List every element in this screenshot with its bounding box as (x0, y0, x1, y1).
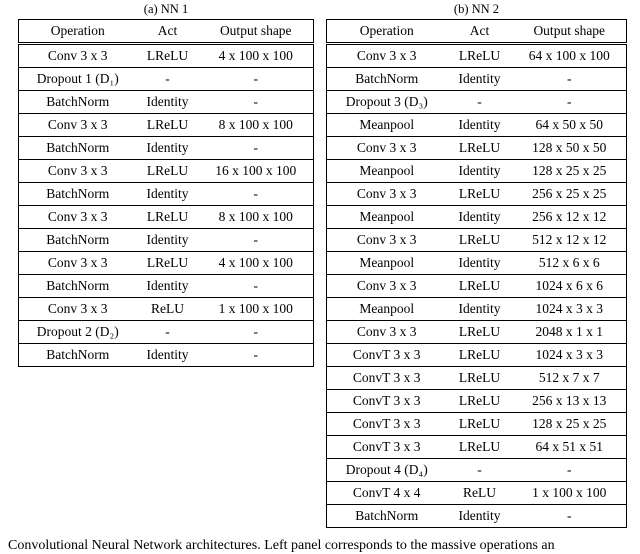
table-row (19, 137, 314, 160)
table-cell: 8 x 100 x 100 (218, 117, 293, 132)
table-cell: Dropout 3 (D₃) (345, 94, 428, 109)
table-cell: 256 x 13 x 13 (532, 393, 607, 408)
nn1-table-body (19, 44, 314, 367)
panel-nn2-caption: (b) NN 2 (453, 2, 500, 16)
table-cell: Meanpool (359, 301, 415, 316)
table-row (327, 390, 627, 413)
table-cell: ReLU (151, 301, 184, 316)
table-cell: BatchNorm (46, 232, 110, 247)
table-cell: Meanpool (359, 117, 415, 132)
panel-nn1 (18, 2, 314, 367)
table-row (327, 344, 627, 367)
table-cell: 1024 x 3 x 3 (535, 347, 603, 362)
column-header: Operation (359, 23, 414, 38)
table-cell: BatchNorm (355, 71, 419, 86)
table-row (19, 344, 314, 367)
table-cell: - (477, 462, 482, 477)
table-cell: LReLU (146, 209, 189, 224)
nn2-header-row (327, 20, 627, 44)
table-cell: 4 x 100 x 100 (218, 255, 293, 270)
table-row (19, 252, 314, 275)
table-row (19, 91, 314, 114)
table-cell: Meanpool (359, 255, 415, 270)
table-row (19, 321, 314, 344)
table-cell: LReLU (458, 186, 501, 201)
table-cell: 128 x 25 x 25 (532, 163, 607, 178)
table-row (327, 160, 627, 183)
table-row (19, 206, 314, 229)
table-cell: Identity (146, 94, 189, 109)
table-cell: Conv 3 x 3 (356, 140, 417, 155)
table-cell: Identity (458, 301, 501, 316)
column-header: Act (469, 23, 490, 38)
table-cell: 512 x 6 x 6 (538, 255, 600, 270)
table-cell: BatchNorm (46, 94, 110, 109)
table-cell: BatchNorm (46, 140, 110, 155)
table-cell: - (253, 278, 258, 293)
table-cell: Identity (146, 232, 189, 247)
table-row (327, 367, 627, 390)
table-cell: Identity (458, 163, 501, 178)
table-cell: 1024 x 3 x 3 (535, 301, 603, 316)
table-row (327, 137, 627, 160)
table-row (327, 436, 627, 459)
table-cell: Identity (146, 186, 189, 201)
table-row (19, 183, 314, 206)
table-cell: Meanpool (359, 163, 415, 178)
table-cell: Conv 3 x 3 (356, 278, 417, 293)
table-cell: - (477, 94, 482, 109)
table-row (19, 275, 314, 298)
table-cell: 256 x 12 x 12 (532, 209, 607, 224)
table-cell: 64 x 51 x 51 (535, 439, 603, 454)
table-cell: Conv 3 x 3 (47, 117, 108, 132)
table-row (327, 505, 627, 528)
table-cell: ConvT 3 x 3 (352, 370, 421, 385)
table-cell: 1024 x 6 x 6 (535, 278, 603, 293)
table-cell: - (253, 140, 258, 155)
table-row (19, 160, 314, 183)
table-cell: Identity (458, 508, 501, 523)
table-cell: BatchNorm (46, 347, 110, 362)
table-row (327, 298, 627, 321)
table-row (19, 229, 314, 252)
table-cell: 512 x 7 x 7 (538, 370, 600, 385)
table-cell: - (567, 71, 572, 86)
column-header: Output shape (219, 23, 292, 38)
table-cell: ConvT 4 x 4 (352, 485, 421, 500)
table-cell: BatchNorm (355, 508, 419, 523)
table-cell: ConvT 3 x 3 (352, 347, 421, 362)
table-cell: Meanpool (359, 209, 415, 224)
table-cell: ConvT 3 x 3 (352, 393, 421, 408)
table-cell: 256 x 25 x 25 (532, 186, 607, 201)
table-row (327, 183, 627, 206)
table-cell: - (567, 462, 572, 477)
table-cell: LReLU (458, 393, 501, 408)
table-cell: LReLU (146, 163, 189, 178)
table-cell: - (165, 71, 170, 86)
table-cell: LReLU (458, 416, 501, 431)
table-cell: 64 x 100 x 100 (528, 48, 610, 63)
table-cell: LReLU (458, 278, 501, 293)
table-cell: LReLU (458, 140, 501, 155)
table-cell: LReLU (458, 232, 501, 247)
table-cell: Conv 3 x 3 (47, 255, 108, 270)
nn2-table-body (327, 44, 627, 528)
nn1-architecture-table (18, 19, 314, 367)
table-row (327, 459, 627, 482)
table-cell: - (253, 324, 258, 339)
table-cell: Identity (458, 255, 501, 270)
table-cell: Identity (458, 71, 501, 86)
table-cell: LReLU (458, 347, 501, 362)
table-cell: LReLU (146, 117, 189, 132)
table-row (327, 482, 627, 505)
table-cell: Identity (146, 278, 189, 293)
table-cell: BatchNorm (46, 278, 110, 293)
table-cell: Identity (146, 347, 189, 362)
table-cell: - (253, 71, 258, 86)
table-cell: Dropout 1 (D₁) (36, 71, 119, 86)
column-header: Output shape (533, 23, 606, 38)
table-cell: ReLU (463, 485, 496, 500)
panel-nn1-caption: (a) NN 1 (143, 2, 189, 16)
table-row (327, 91, 627, 114)
table-cell: LReLU (458, 48, 501, 63)
table-cell: LReLU (458, 370, 501, 385)
table-row (19, 114, 314, 137)
table-row (327, 275, 627, 298)
table-cell: Conv 3 x 3 (47, 48, 108, 63)
table-cell: 4 x 100 x 100 (218, 48, 293, 63)
table-cell: - (567, 508, 572, 523)
table-cell: Conv 3 x 3 (47, 209, 108, 224)
table-cell: - (165, 324, 170, 339)
table-cell: Conv 3 x 3 (356, 48, 417, 63)
table-cell: - (253, 347, 258, 362)
table-cell: 128 x 50 x 50 (532, 140, 607, 155)
table-cell: 2048 x 1 x 1 (535, 324, 603, 339)
table-row (327, 206, 627, 229)
table-cell: 512 x 12 x 12 (532, 232, 607, 247)
table-cell: Conv 3 x 3 (356, 186, 417, 201)
table-cell: Identity (458, 117, 501, 132)
figure-caption: Convolutional Neural Network architectures. Left panel corresponds to the massive operations an (8, 538, 555, 553)
table-row (327, 44, 627, 68)
column-header: Act (157, 23, 178, 38)
table-cell: Identity (146, 140, 189, 155)
table-cell: ConvT 3 x 3 (352, 439, 421, 454)
table-cell: 1 x 100 x 100 (532, 485, 607, 500)
table-cell: 1 x 100 x 100 (218, 301, 293, 316)
nn1-table-head (19, 20, 314, 44)
table-cell: 16 x 100 x 100 (215, 163, 297, 178)
table-cell: Conv 3 x 3 (47, 163, 108, 178)
table-cell: - (253, 94, 258, 109)
table-cell: 128 x 25 x 25 (532, 416, 607, 431)
table-cell: LReLU (458, 439, 501, 454)
table-cell: - (253, 232, 258, 247)
table-cell: - (567, 94, 572, 109)
table-cell: Conv 3 x 3 (356, 324, 417, 339)
table-cell: Dropout 2 (D₂) (36, 324, 119, 339)
column-header: Operation (50, 23, 105, 38)
table-row (327, 229, 627, 252)
nn2-table-head (327, 20, 627, 44)
table-row (327, 252, 627, 275)
table-cell: 8 x 100 x 100 (218, 209, 293, 224)
table-row (327, 321, 627, 344)
table-cell: Identity (458, 209, 501, 224)
table-cell: LReLU (146, 255, 189, 270)
table-cell: Dropout 4 (D₄) (345, 462, 428, 477)
table-cell: BatchNorm (46, 186, 110, 201)
table-row (327, 114, 627, 137)
table-row (327, 413, 627, 436)
table-cell: 64 x 50 x 50 (535, 117, 603, 132)
table-cell: LReLU (458, 324, 501, 339)
nn2-architecture-table (326, 19, 627, 528)
table-row (327, 68, 627, 91)
table-row (19, 44, 314, 68)
table-cell: ConvT 3 x 3 (352, 416, 421, 431)
panel-nn2 (326, 2, 627, 528)
table-row (19, 68, 314, 91)
table-cell: Conv 3 x 3 (356, 232, 417, 247)
table-row (19, 298, 314, 321)
table-cell: - (253, 186, 258, 201)
nn1-header-row (19, 20, 314, 44)
table-cell: Conv 3 x 3 (47, 301, 108, 316)
table-cell: LReLU (146, 48, 189, 63)
